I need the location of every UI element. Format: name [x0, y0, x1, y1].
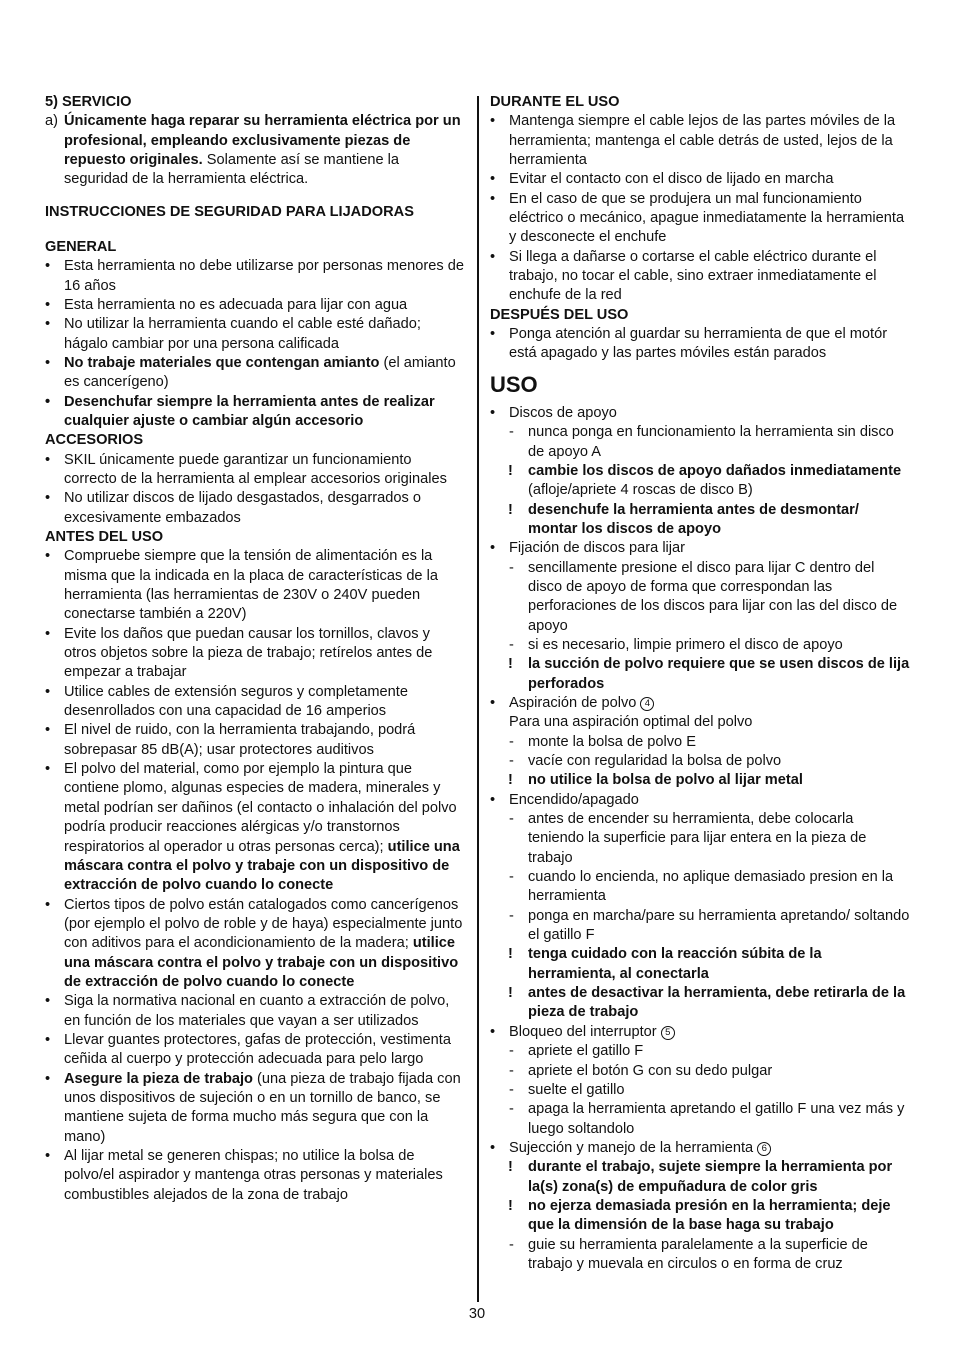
- list-item: • Si llega a dañarse o cortarse el cable eléctrico durante el trabajo, no tocar el cable, sino extraer inmediatamente el enchufe de la red: [490, 248, 877, 304]
- list-item: • Aspiración de polvo 4: [490, 694, 912, 713]
- warning-item: ! no ejerza demasiada presión en la herramienta; deje que la dimensión de la base haga su trabajo: [508, 1197, 891, 1234]
- accesorios-heading: ACCESORIOS: [45, 432, 144, 449]
- list-item: • Esta herramienta no es adecuada para lijar con agua: [45, 296, 408, 313]
- right-column: [490, 93, 912, 1274]
- list-item: • No utilizar discos de lijado desgastados, desgarrados o excesivamente embazados: [45, 490, 421, 526]
- list-item: • SKIL únicamente puede garantizar un funcionamiento correcto de la herramienta al emplear accesorios originales: [45, 451, 447, 487]
- warning-item: ! desenchufe la herramienta antes de desmontar/ montar los discos de apoyo: [508, 501, 859, 537]
- warning-item: ! antes de desactivar la herramienta, debe retirarla de la pieza de trabajo: [508, 985, 906, 1021]
- sub-item: - apriete el gatillo F: [509, 1043, 644, 1060]
- sub-item: - apaga la herramienta apretando el gatillo F una vez más y luego soltandolo: [509, 1101, 905, 1137]
- list-item: • Ponga atención al guardar su herramienta de que el motór está apagado y las partes móviles están parados: [490, 326, 888, 362]
- list-item: • Al lijar metal se generen chispas; no utilice la bolsa de polvo/el aspirador y mantenga otras personas y materiales combustibles alejados de la zona de trabajo: [45, 1148, 443, 1203]
- page-number: 30: [468, 1306, 486, 1322]
- figure-ref-badge: 6: [757, 1142, 771, 1156]
- servicio-item-a: a) Únicamente haga reparar su herramienta eléctrica por un profesional, empleando exclusivamente piezas de repuesto originales. Solamente así se mantiene la seguridad de la herramienta eléctrica.: [45, 113, 461, 188]
- list-item: • Mantenga siempre el cable lejos de las partes móviles de la herramienta; mantenga el cable detrás de usted, lejos de la herramienta: [490, 113, 896, 169]
- list-item: • Evite los daños que puedan causar los tornillos, clavos y otros objetos sobre la pieza de trabajo; retírelos antes de empezar a trabajar: [45, 625, 433, 681]
- list-item: • Discos de apoyo: [490, 404, 617, 421]
- list-item: • Siga la normativa nacional en cuanto a extracción de polvo, en función de los materiales que vayan a ser utilizados: [45, 993, 450, 1029]
- aspiracion-line: Para una aspiración optimal del polvo: [509, 714, 753, 731]
- despues-heading: DESPUÉS DEL USO: [490, 306, 629, 323]
- sub-item: - ponga en marcha/pare su herramienta apretando/ soltando el gatillo F: [509, 907, 910, 944]
- list-item: • No utilizar la herramienta cuando el cable esté dañado; hágalo cambiar por una persona calificada: [45, 316, 421, 352]
- servicio-heading: 5) SERVICIO: [45, 94, 132, 110]
- figure-ref-badge: 4: [640, 697, 654, 711]
- warning-item: ! durante el trabajo, sujete siempre la herramienta por la(s) zona(s) de empuñadura de color gris: [508, 1159, 893, 1195]
- warning-item: ! la succión de polvo requiere que se usen discos de lija perforados: [508, 656, 910, 692]
- sub-item: - antes de encender su herramienta, debe colocarla teniendo la superficie para lijar entera en la pieza de trabajo: [509, 811, 867, 866]
- list-item: • Llevar guantes protectores, gafas de protección, vestimenta ceñida al cuerpo y protección adecuada para pelo largo: [45, 1031, 451, 1068]
- list-item: • Sujección y manejo de la herramienta 6: [490, 1139, 912, 1158]
- sub-item: - monte la bolsa de polvo E: [509, 733, 696, 750]
- list-item: • Desenchufar siempre la herramienta antes de realizar cualquier ajuste o cambiar algún accesorio: [45, 393, 435, 429]
- list-item: • Ciertos tipos de polvo están catalogados como cancerígenos (por ejemplo el polvo de roble y de haya) especialmente junto con aditivos para el acondicionamiento de la madera; utilice una máscara contra el polvo y trabaje con un dispositivo de extracción de polvo cuando lo conecte: [45, 896, 463, 990]
- sub-item: - guie su herramienta paralelamente a la superficie de trabajo y muevala en circulos o en forma de cruz: [509, 1236, 868, 1272]
- list-item: • Fijación de discos para lijar: [490, 540, 686, 557]
- instructions-heading: INSTRUCCIONES DE SEGURIDAD PARA LIJADORAS: [45, 203, 414, 220]
- antes-heading: ANTES DEL USO: [45, 529, 164, 546]
- durante-heading: DURANTE EL USO: [490, 94, 620, 110]
- warning-item: ! no utilice la bolsa de polvo al lijar metal: [508, 772, 803, 789]
- left-column: [45, 93, 465, 1205]
- warning-item: ! tenga cuidado con la reacción súbita de la herramienta, al conectarla: [508, 946, 822, 982]
- list-item: • Utilice cables de extensión seguros y completamente desenrollados con una capacidad de 16 amperios: [45, 683, 408, 720]
- list-item: • El polvo del material, como por ejemplo la pintura que contiene plomo, algunas especies de madera, minerales y metal podrían ser dañinos (el contacto o inhalación del polvo podría producir reacciones alérgicas y/o transtornos respiratorios al operador u otras personas cerca); utilice una máscara contra el polvo y trabaje con un dispositivo de extracción de polvo cuando lo conecte: [45, 761, 460, 894]
- sub-item: - vacíe con regularidad la bolsa de polvo: [509, 753, 782, 769]
- list-item: • Bloqueo del interruptor 5: [490, 1023, 912, 1042]
- column-divider: [477, 96, 479, 1302]
- sub-item: - nunca ponga en funcionamiento la herramienta sin disco de apoyo A: [509, 424, 894, 460]
- list-item: • No trabaje materiales que contengan amianto (el amianto es cancerígeno): [45, 354, 456, 391]
- list-item: • Encendido/apagado: [490, 791, 639, 808]
- list-item: • Asegure la pieza de trabajo (una pieza de trabajo fijada con unos dispositivos de sujeción o en un tornillo de banco, se mantiene sujeta de forma mucho más segura que con la mano): [45, 1070, 461, 1145]
- sub-item: - sencillamente presione el disco para lijar C dentro del disco de apoyo de forma que correspondan las perforaciones de los discos para lijar con las del disco de apoyo: [509, 559, 898, 634]
- list-item: • Compruebe siempre que la tensión de alimentación es la misma que la indicada en la placa de características de la herramienta (las herramientas de 230V o 240V pueden conectarse también a 220V): [45, 548, 438, 623]
- list-item: • Esta herramienta no debe utilizarse por personas menores de 16 años: [45, 258, 464, 294]
- figure-ref-badge: 5: [661, 1026, 675, 1040]
- sub-item: - apriete el botón G con su dedo pulgar: [509, 1062, 773, 1079]
- sub-item: - suelte el gatillo: [509, 1081, 625, 1098]
- list-item: • En el caso de que se produjera un mal funcionamiento eléctrico o mecánico, apague inmediatamente la herramienta y desconecte el enchufe: [490, 190, 905, 246]
- warning-item: ! cambie los discos de apoyo dañados inmediatamente (afloje/apriete 4 roscas de disco B): [508, 462, 902, 499]
- list-item: • El nivel de ruido, con la herramienta trabajando, podrá sobrepasar 85 dB(A); usar protectores auditivos: [45, 722, 416, 758]
- sub-item: - cuando lo encienda, no aplique demasiado presion en la herramienta: [509, 869, 894, 905]
- general-heading: GENERAL: [45, 238, 117, 255]
- sub-item: - si es necesario, limpie primero el disco de apoyo: [509, 636, 843, 653]
- list-item: • Evitar el contacto con el disco de lijado en marcha: [490, 171, 834, 188]
- uso-heading: USO: [490, 371, 538, 397]
